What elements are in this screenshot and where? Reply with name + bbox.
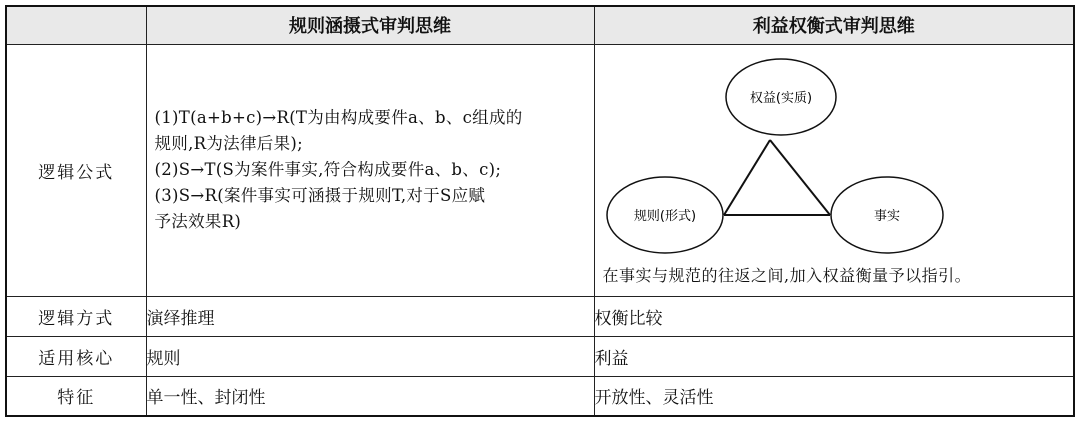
formula-line: (3)S→R(案件事实可涵摄于规则T,对于S应赋 xyxy=(154,186,486,205)
method-interest-value: 权衡比较 xyxy=(594,296,1074,336)
comparison-table xyxy=(5,5,1075,417)
formula-line: (2)S→T(S为案件事实,符合构成要件a、b、c); xyxy=(154,160,502,179)
formula-line: 规则,R为法律后果); xyxy=(154,134,303,153)
header-row xyxy=(6,6,1074,44)
node-interest-label: 权益(实质) xyxy=(749,90,812,106)
header-rule-thinking: 规则涵摄式审判思维 xyxy=(146,6,594,44)
core-row xyxy=(6,336,1074,376)
method-rule-value: 演绎推理 xyxy=(146,296,594,336)
header-interest-thinking: 利益权衡式审判思维 xyxy=(594,6,1074,44)
node-fact-label: 事实 xyxy=(873,208,900,224)
core-label: 适用核心 xyxy=(6,336,146,376)
feature-label: 特征 xyxy=(6,376,146,416)
triangle-edge-left xyxy=(724,140,770,215)
header-empty-cell xyxy=(6,6,146,44)
formula-label: 逻辑公式 xyxy=(6,44,146,296)
method-label: 逻辑方式 xyxy=(6,296,146,336)
core-rule-value: 规则 xyxy=(146,336,594,376)
formula-line: (1)T(a+b+c)→R(T为由构成要件a、b、c组成的 xyxy=(154,108,523,127)
rule-formula-cell xyxy=(146,44,594,296)
feature-interest-value: 开放性、灵活性 xyxy=(594,376,1074,416)
formula-line: 予法效果R) xyxy=(154,212,242,231)
diagram-caption: 在事实与规范的往返之间,加入权益衡量予以指引。 xyxy=(602,265,972,285)
rule-formula-text xyxy=(147,105,594,235)
formula-row xyxy=(6,44,1074,296)
triangle-diagram xyxy=(595,45,1075,297)
feature-rule-value: 单一性、封闭性 xyxy=(146,376,594,416)
core-interest-value: 利益 xyxy=(594,336,1074,376)
feature-row xyxy=(6,376,1074,416)
triangle-edge-right xyxy=(770,140,830,215)
interest-diagram-cell xyxy=(594,44,1074,296)
method-row xyxy=(6,296,1074,336)
node-rule-label: 规则(形式) xyxy=(633,208,696,224)
